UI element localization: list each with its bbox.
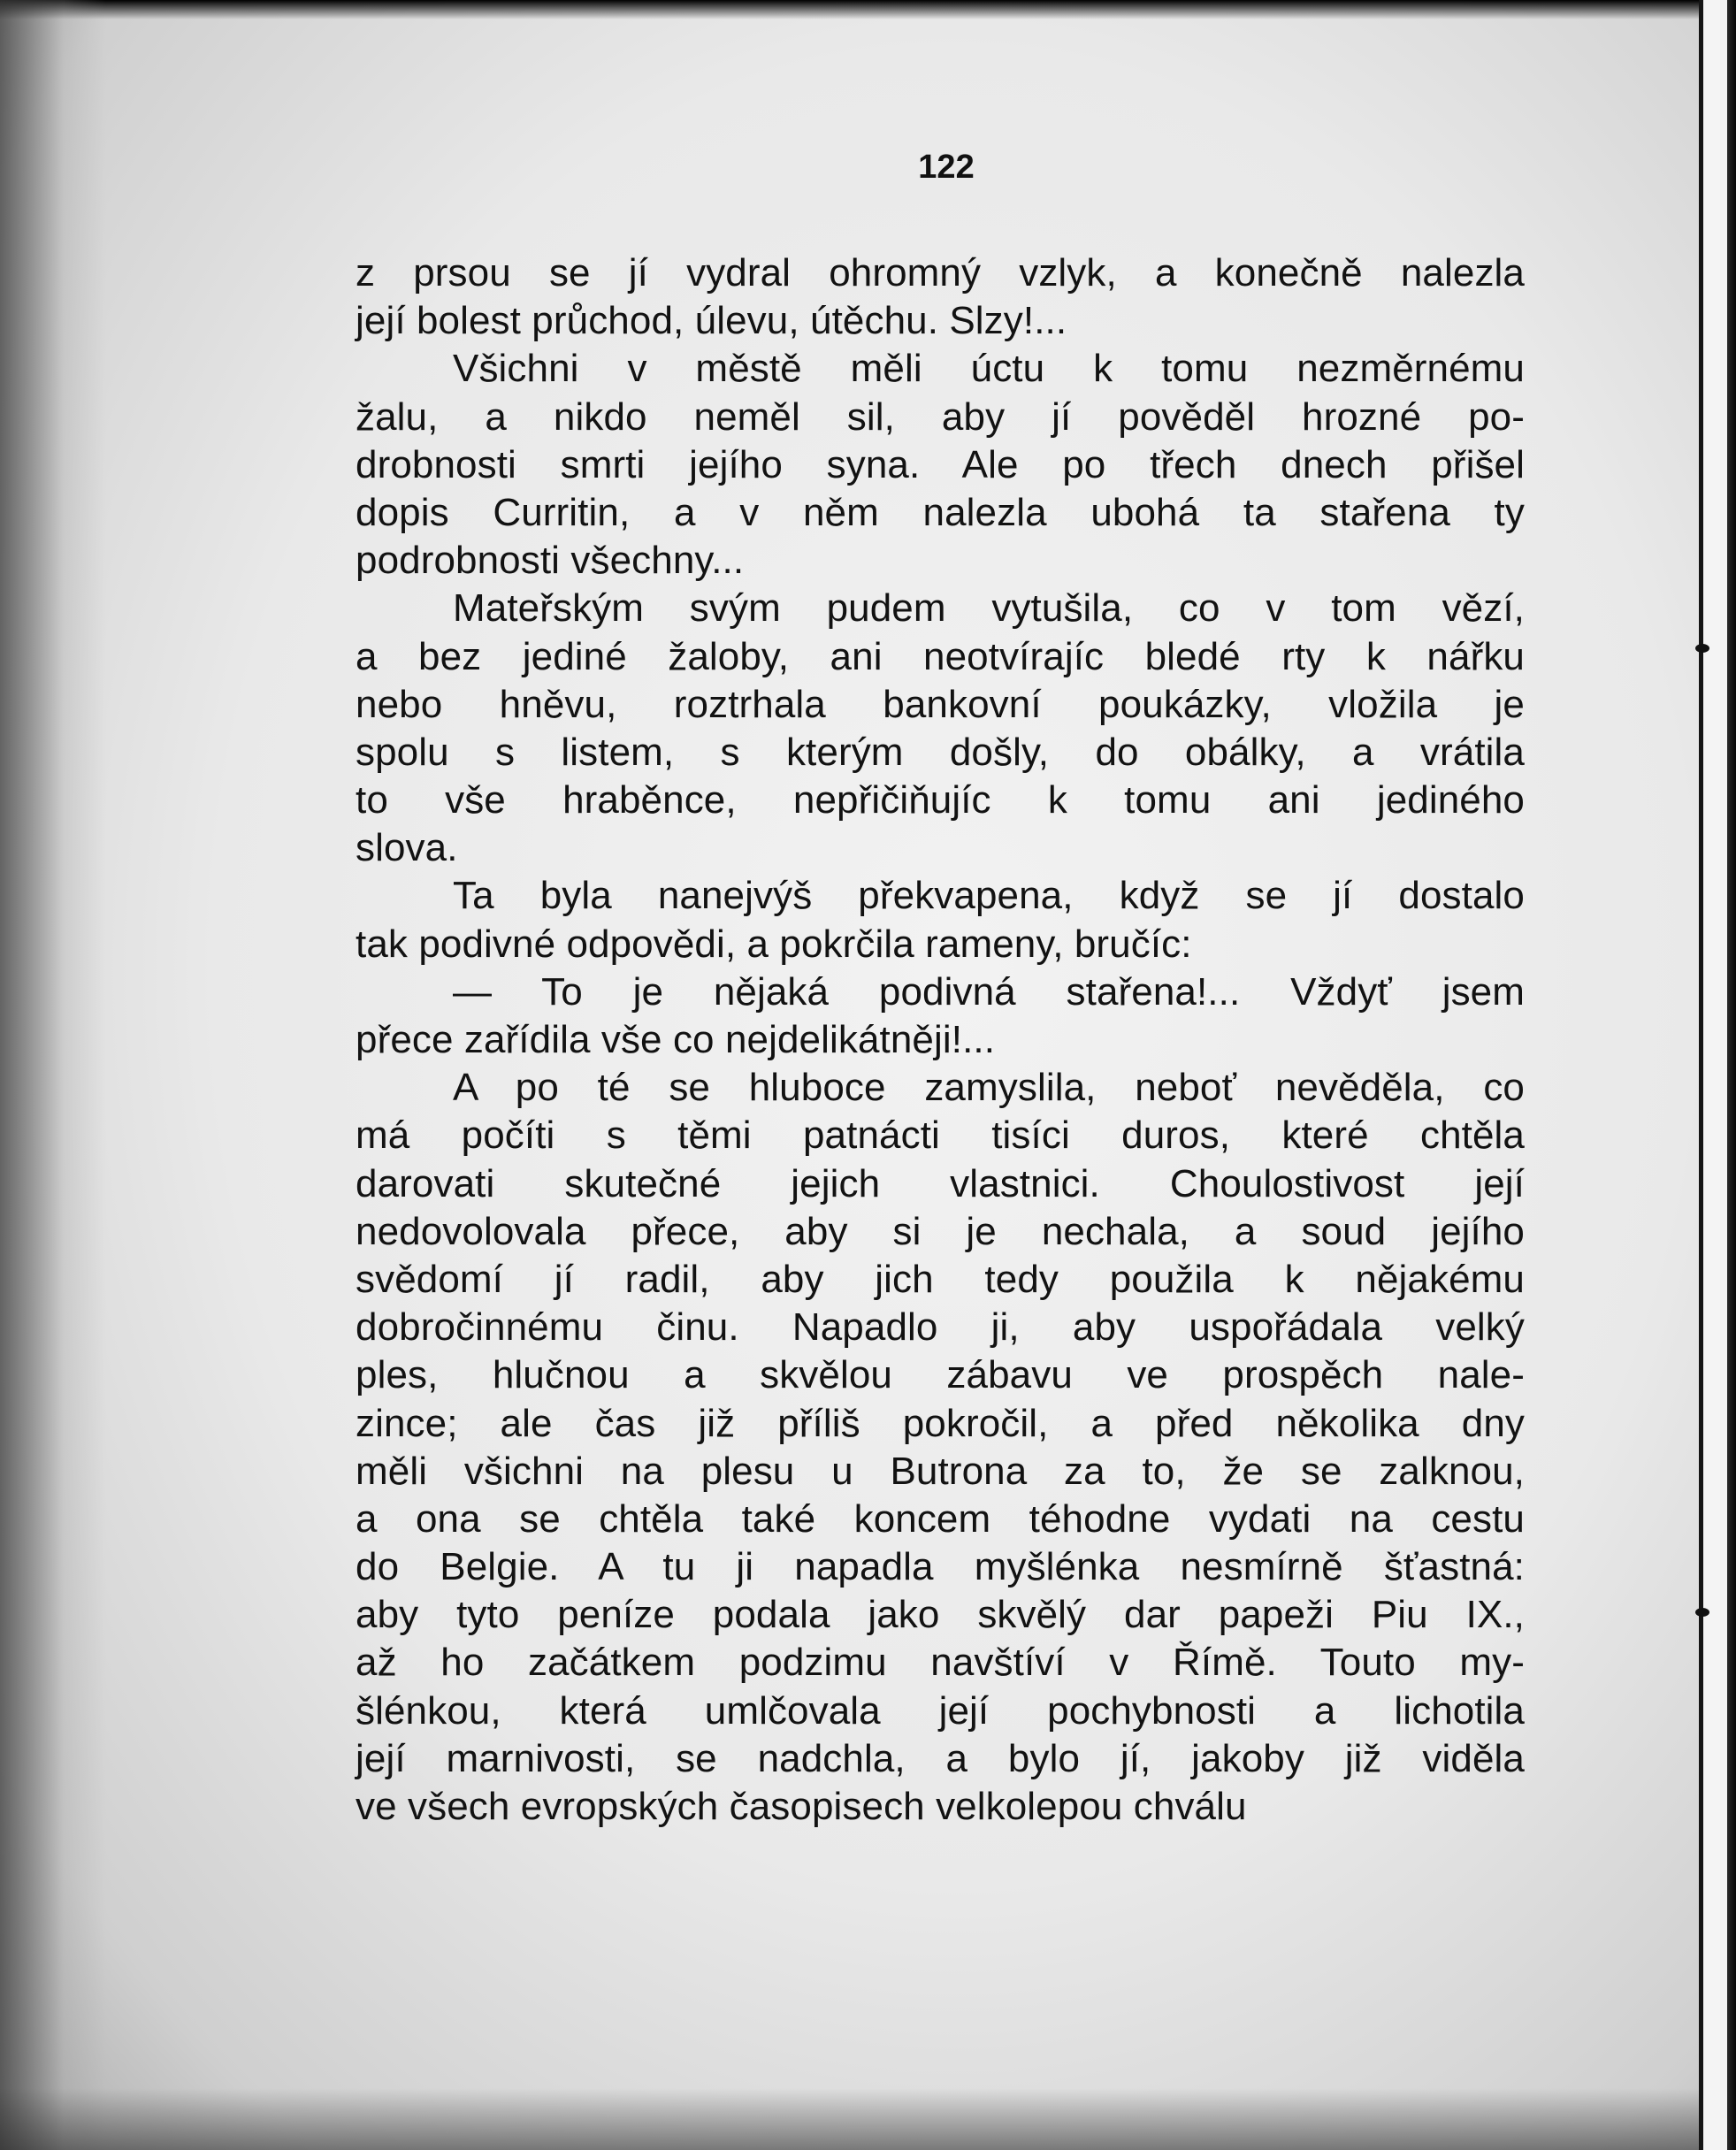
paragraph [356, 585, 1525, 872]
text-line: měli všichni na plesu u Butrona za to, že se zalknou, [356, 1449, 1525, 1493]
text-line: ve všech evropských časopisech velkolepou chválu [356, 1785, 1247, 1828]
text-line: dopis Curritin, a v něm nalezla ubohá ta stařena ty [356, 490, 1525, 534]
text-line: — To je nějaká podivná stařena!... Vždyť jsem [453, 969, 1525, 1014]
text-line: nedovolovala přece, aby si je nechala, a soud jejího [356, 1209, 1525, 1253]
binding-edge-line [1699, 0, 1703, 2150]
text-line: její marnivosti, se nadchla, a bylo jí, jakoby již viděla [356, 1736, 1525, 1780]
text-line: spolu s listem, s kterým došly, do obálky, a vrátila [356, 730, 1525, 774]
text-line: a bez jediné žaloby, ani neotvírajíc bledé rty k nářku [356, 634, 1525, 678]
text-line: žalu, a nikdo neměl sil, aby jí pověděl hrozné po- [356, 394, 1525, 439]
text-line: drobnosti smrti jejího syna. Ale po třech dnech přišel [356, 442, 1525, 486]
scan-right-edge [1727, 0, 1736, 2150]
text-line: až ho začátkem podzimu navštíví v Římě. Touto my- [356, 1641, 1525, 1685]
body-text [356, 249, 1525, 1831]
text-line: do Belgie. A tu ji napadla myšlénka nesmírně šťastná: [356, 1545, 1525, 1589]
text-line: Všichni v městě měli úctu k tomu nezměrnému [453, 347, 1525, 391]
page-number: 122 [918, 149, 975, 186]
binding-mark [1695, 644, 1709, 653]
text-line: Ta byla nanejvýš překvapena, když se jí dostalo [453, 874, 1525, 918]
text-line: zince; ale čas již příliš pokročil, a před několika dny [356, 1401, 1525, 1445]
text-line: podrobnosti všechny... [356, 539, 745, 583]
text-line: Mateřským svým pudem vytušila, co v tom vězí, [453, 586, 1525, 631]
text-line: to vše hraběnce, nepřičiňujíc k tomu ani jediného [356, 778, 1525, 823]
scan-bottom-shadow [0, 2088, 1736, 2150]
text-line: nebo hněvu, roztrhala bankovní poukázky, vložila je [356, 682, 1525, 726]
scan-left-shadow [0, 0, 106, 2150]
paragraph [356, 968, 1525, 1064]
paragraph [356, 249, 1525, 345]
scan-top-edge [0, 0, 1736, 19]
text-line: přece zařídila vše co nejdelikátněji!... [356, 1018, 996, 1061]
text-line: darovati skutečné jejich vlastnici. Choulostivost její [356, 1161, 1525, 1205]
text-line: a ona se chtěla také koncem téhodne vydati na cestu [356, 1496, 1525, 1541]
text-line: aby tyto peníze podala jako skvělý dar papeži Piu IX., [356, 1593, 1525, 1637]
paragraph [356, 872, 1525, 968]
paragraph [356, 345, 1525, 585]
text-line: dobročinnému činu. Napadlo ji, aby uspořádala velký [356, 1305, 1525, 1350]
text-line: A po té se hluboce zamyslila, neboť nevěděla, co [453, 1066, 1525, 1110]
text-line: z prsou se jí vydral ohromný vzlyk, a konečně nalezla [356, 251, 1525, 295]
binding-mark [1695, 1608, 1709, 1617]
text-line: svědomí jí radil, aby jich tedy použila k nějakému [356, 1257, 1525, 1301]
text-line: má počíti s těmi patnácti tisíci duros, které chtěla [356, 1113, 1525, 1158]
text-line: šlénkou, která umlčovala její pochybnosti a lichotila [356, 1688, 1525, 1733]
text-line: slova. [356, 826, 458, 870]
text-line: ples, hlučnou a skvělou zábavu ve prospěch nale- [356, 1353, 1525, 1397]
text-line: její bolest průchod, úlevu, útěchu. Slzy!... [356, 299, 1067, 343]
paragraph [356, 1064, 1525, 1831]
text-line: tak podivné odpovědi, a pokrčila rameny, bručíc: [356, 922, 1192, 966]
